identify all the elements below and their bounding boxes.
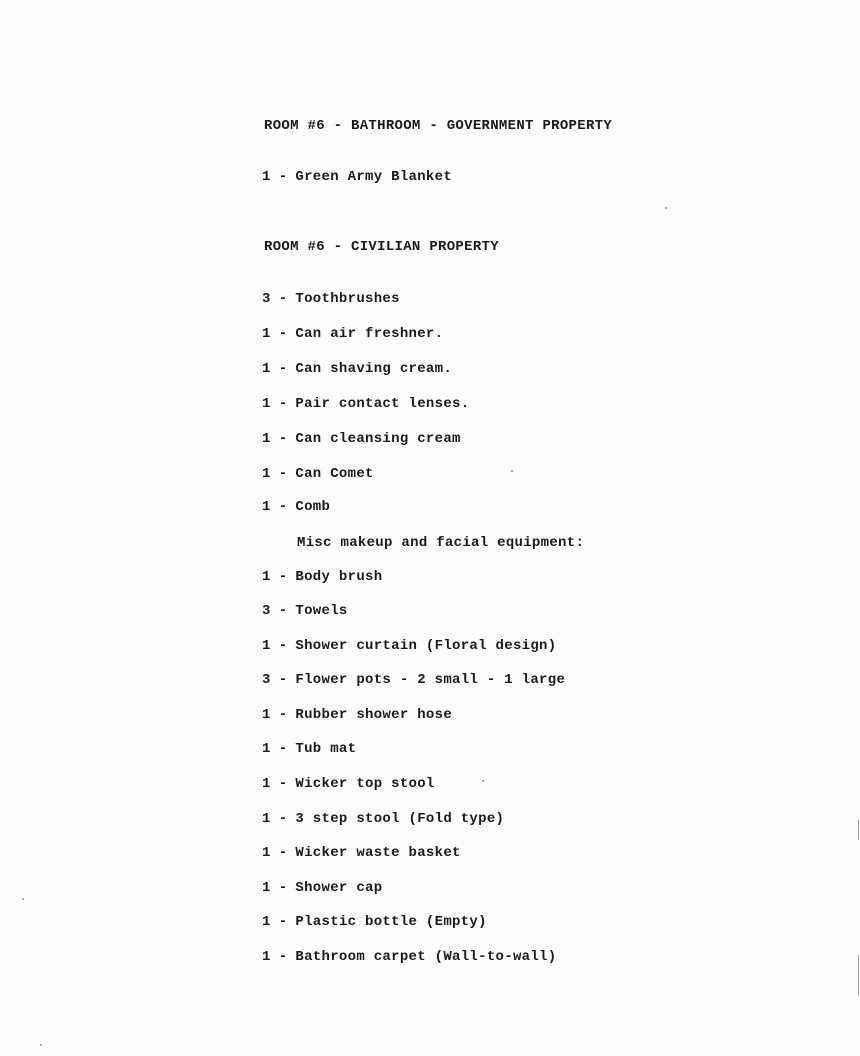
item-description: Misc makeup and facial equipment: [297, 535, 585, 551]
item-separator: - [278, 326, 288, 342]
list-item [297, 534, 584, 552]
item-description: Rubber shower hose [295, 707, 453, 723]
item-quantity: 3 [262, 291, 271, 307]
list-item [262, 395, 469, 413]
scan-edge-mark [858, 955, 859, 995]
scan-speck [511, 470, 513, 472]
item-quantity: 1 [262, 949, 271, 965]
scan-speck [22, 898, 24, 900]
item-description: Plastic bottle (Empty) [295, 914, 487, 930]
item-separator: - [278, 638, 288, 654]
list-item [262, 430, 461, 448]
section-heading-government: ROOM #6 - BATHROOM - GOVERNMENT PROPERTY [264, 118, 613, 134]
item-description: Pair contact lenses. [295, 396, 470, 412]
item-separator: - [278, 776, 288, 792]
item-quantity: 1 [262, 326, 271, 342]
list-item [262, 498, 330, 516]
item-description: Tub mat [295, 741, 357, 757]
item-description: Body brush [295, 569, 383, 585]
item-quantity: 1 [262, 569, 271, 585]
item-description: Can cleansing cream [295, 431, 461, 447]
list-item [262, 325, 443, 343]
list-item [262, 568, 382, 586]
item-separator: - [278, 845, 288, 861]
item-separator: - [278, 811, 288, 827]
item-quantity: 1 [262, 707, 271, 723]
item-separator: - [278, 499, 288, 515]
item-quantity: 1 [262, 741, 271, 757]
item-description: Bathroom carpet (Wall-to-wall) [295, 949, 557, 965]
scan-edge-mark [858, 820, 859, 840]
item-quantity: 1 [262, 776, 271, 792]
item-quantity: 1 [262, 845, 271, 861]
item-quantity: 1 [262, 914, 271, 930]
list-item [262, 168, 452, 186]
item-description: 3 step stool (Fold type) [295, 811, 505, 827]
scan-speck [665, 207, 667, 209]
item-quantity: 1 [262, 466, 271, 482]
item-separator: - [278, 169, 288, 185]
item-separator: - [278, 741, 288, 757]
list-item [262, 706, 452, 724]
item-description: Comb [295, 499, 331, 515]
item-quantity: 1 [262, 638, 271, 654]
item-separator: - [278, 603, 288, 619]
list-item [262, 465, 374, 483]
item-description: Shower curtain (Floral design) [295, 638, 557, 654]
item-description: Toothbrushes [295, 291, 400, 307]
item-separator: - [278, 396, 288, 412]
item-description: Flower pots - 2 small - 1 large [295, 672, 566, 688]
item-quantity: 1 [262, 169, 271, 185]
list-item [262, 810, 504, 828]
item-separator: - [278, 707, 288, 723]
item-description: Wicker top stool [295, 776, 435, 792]
item-separator: - [278, 672, 288, 688]
list-item [262, 602, 348, 620]
item-description: Can shaving cream. [295, 361, 453, 377]
item-quantity: 1 [262, 361, 271, 377]
list-item [262, 671, 565, 689]
item-separator: - [278, 466, 288, 482]
list-item [262, 360, 452, 378]
item-separator: - [278, 431, 288, 447]
item-quantity: 1 [262, 880, 271, 896]
item-separator: - [278, 914, 288, 930]
list-item [262, 913, 487, 931]
section-heading-civilian: ROOM #6 - CIVILIAN PROPERTY [264, 239, 499, 255]
item-quantity: 3 [262, 672, 271, 688]
item-description: Wicker waste basket [295, 845, 461, 861]
item-separator: - [278, 291, 288, 307]
item-description: Can air freshner. [295, 326, 444, 342]
list-item [262, 879, 382, 897]
list-item [262, 290, 400, 308]
item-separator: - [278, 569, 288, 585]
item-quantity: 1 [262, 499, 271, 515]
scan-speck [482, 780, 484, 782]
item-quantity: 1 [262, 811, 271, 827]
item-separator: - [278, 949, 288, 965]
item-quantity: 1 [262, 431, 271, 447]
list-item [262, 637, 556, 655]
list-item [262, 740, 356, 758]
item-quantity: 3 [262, 603, 271, 619]
item-separator: - [278, 880, 288, 896]
item-description: Shower cap [295, 880, 383, 896]
item-separator: - [278, 361, 288, 377]
scan-speck [40, 1044, 42, 1046]
list-item [262, 844, 461, 862]
item-quantity: 1 [262, 396, 271, 412]
item-description: Towels [295, 603, 348, 619]
list-item [262, 948, 556, 966]
item-description: Can Comet [295, 466, 374, 482]
item-description: Green Army Blanket [295, 169, 453, 185]
list-item [262, 775, 435, 793]
